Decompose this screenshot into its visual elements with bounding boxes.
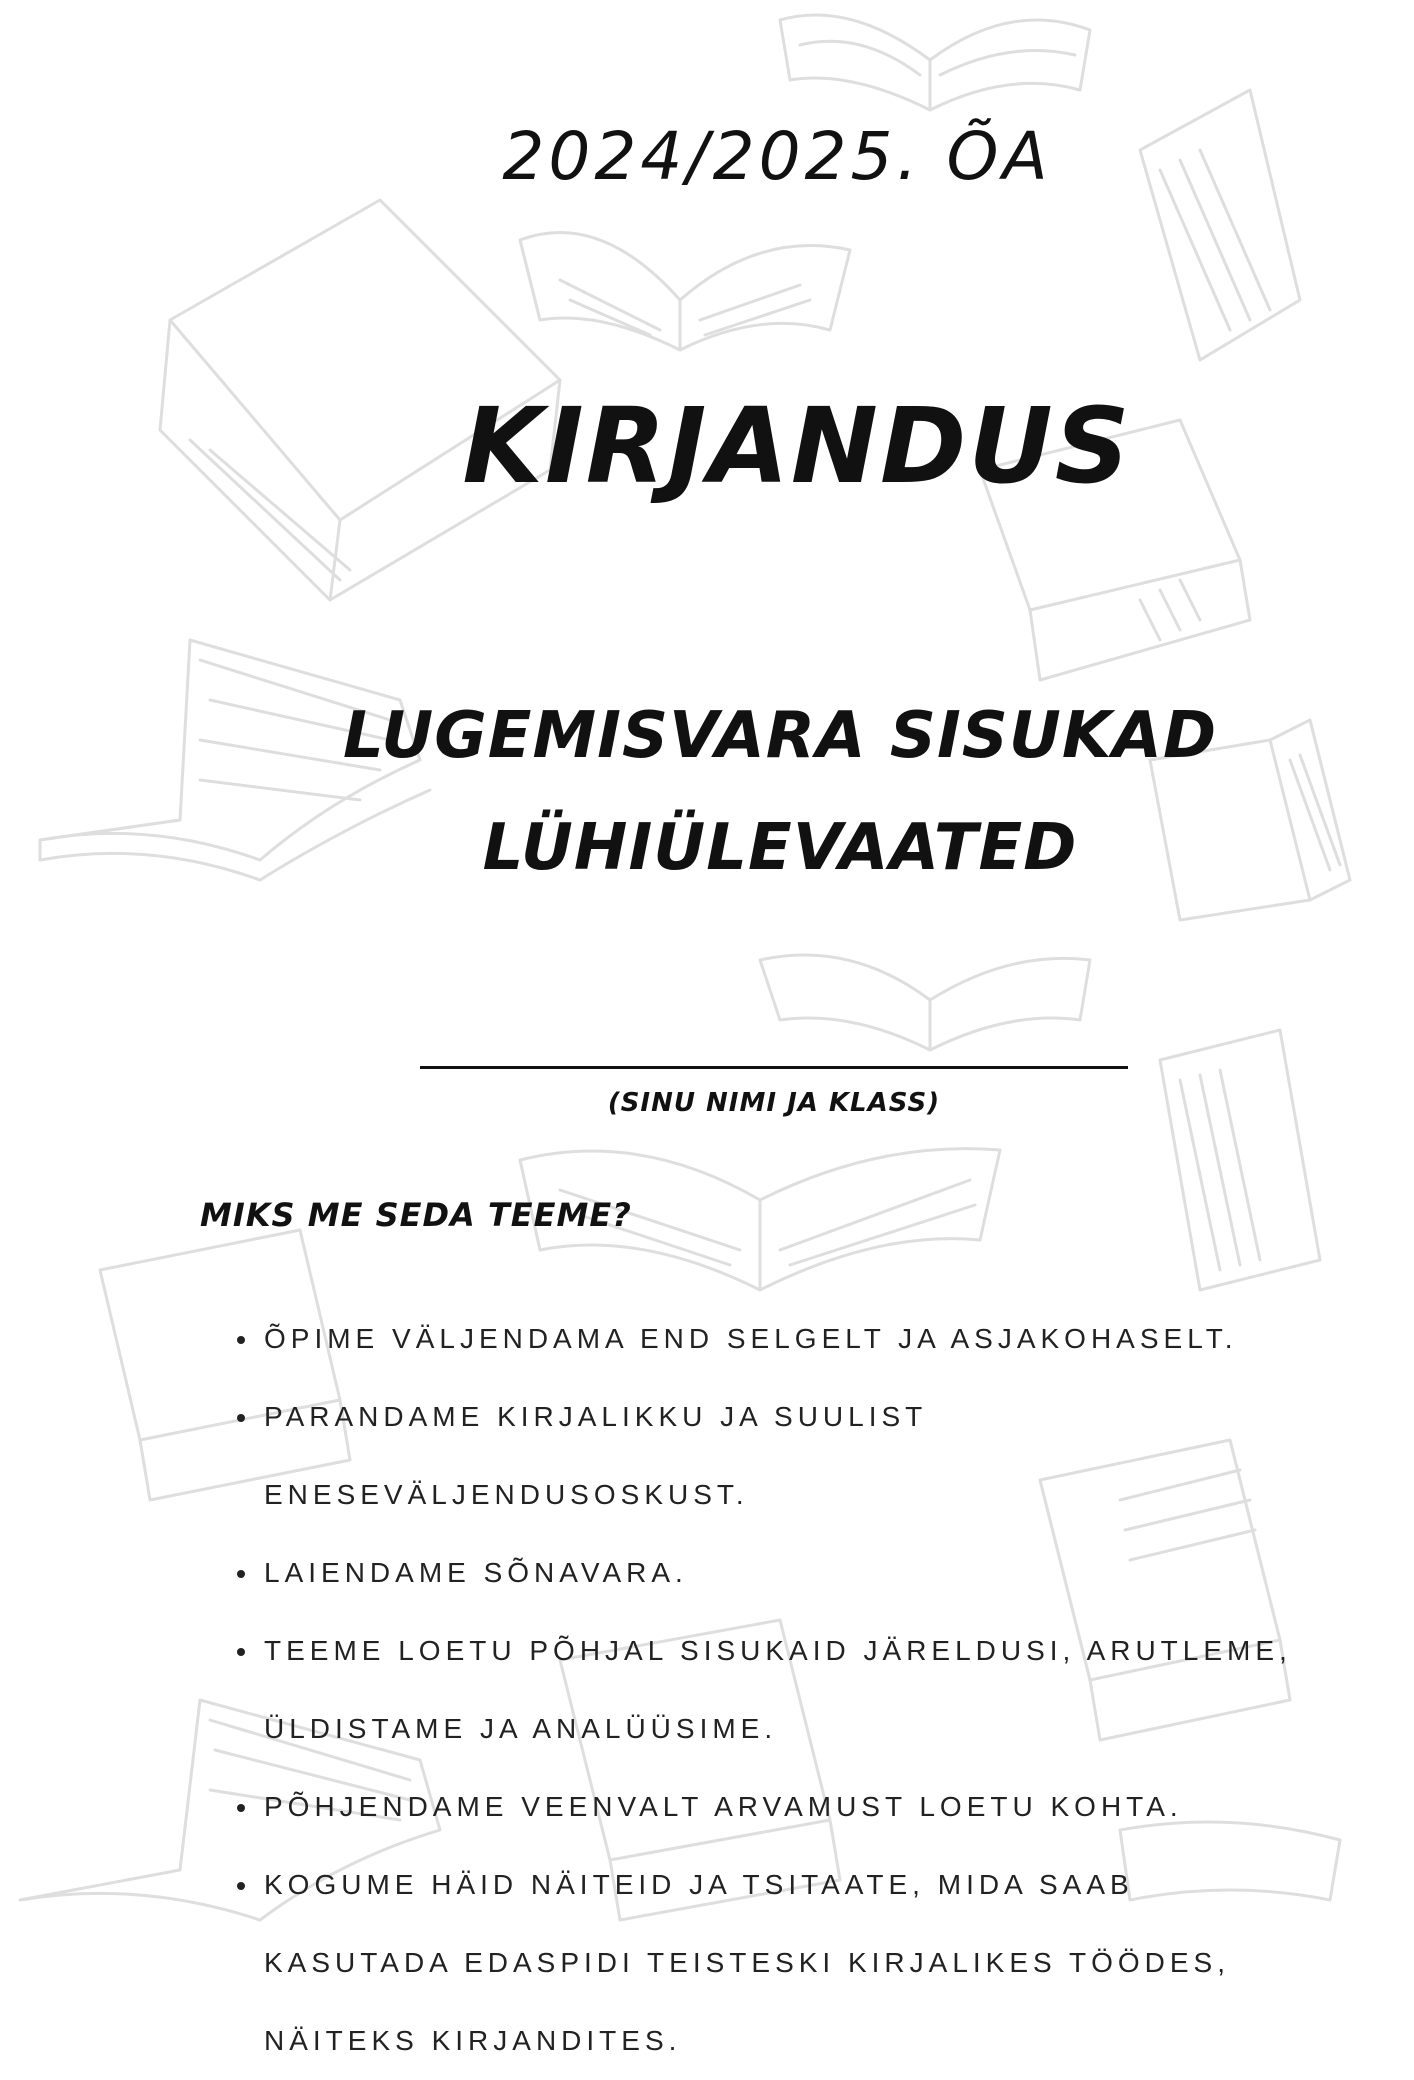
name-field-caption: (SINU NIMI JA KLASS): [607, 1088, 941, 1118]
page-title: KIRJANDUS: [462, 385, 1132, 507]
list-item: • ÕPIME VÄLJENDAMA END SELGELT JA ASJAKOHASELT.: [260, 1300, 1320, 1378]
list-item: • KOGUME HÄID NÄITEID JA TSITAATE, MIDA SAAB KASUTADA EDASPIDI TEISTESKI KIRJALIKES TÖÖDES, NÄITEKS KIRJANDITES.: [260, 1846, 1320, 2080]
subtitle: [320, 680, 1240, 904]
list-item: • TEEME LOETU PÕHJAL SISUKAID JÄRELDUSI, ARUTLEME, ÜLDISTAME JA ANALÜÜSIME.: [260, 1612, 1320, 1768]
school-year: 2024/2025. ÕA: [502, 118, 1052, 195]
subtitle-line-1: LUGEMISVARA SISUKAD: [342, 699, 1218, 773]
list-item: • LAIENDAME SÕNAVARA.: [260, 1534, 1320, 1612]
list-item: • PÕHJENDAME VEENVALT ARVAMUST LOETU KOHTA.: [260, 1768, 1320, 1846]
reasons-list: [228, 1300, 1320, 2080]
subtitle-line-2: LÜHIÜLEVAATED: [482, 811, 1078, 885]
list-item: • PARANDAME KIRJALIKKU JA SUULIST ENESEVÄLJENDUSOSKUST.: [260, 1378, 1320, 1534]
why-heading: MIKS ME SEDA TEEME?: [200, 1196, 632, 1234]
name-input-line[interactable]: [420, 1066, 1128, 1069]
